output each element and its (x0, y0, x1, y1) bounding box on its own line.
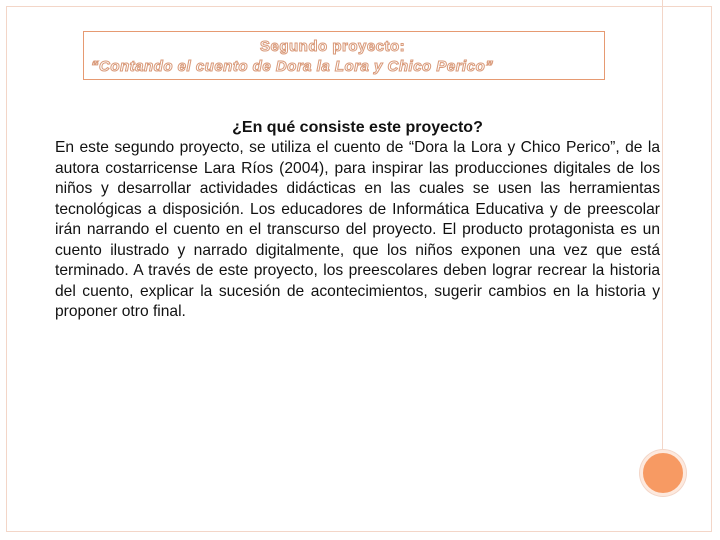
slide-subtitle: “Contando el cuento de Dora la Lora y Chico Perico” (91, 58, 494, 75)
title-box (83, 31, 605, 80)
slide-content (55, 118, 660, 323)
slide-title: Segundo proyecto: (260, 38, 406, 55)
body-paragraph: En este segundo proyecto, se utiliza el cuento de “Dora la Lora y Chico Perico”, de la autora costarricense Lara Ríos (2004), para inspirar las producciones digitales de los niños y desarrollar actividades didácticas en las cuales se usen las herramientas tecnológicas a disposición. Los educadores de Informática Educativa y de preescolar irán narrando el cuento en el transcurso del proyecto. El producto protagonista es un cuento ilustrado y narrado digitalmente, que los niños exponen una vez que está terminado. A través de este proyecto, los preescolares deben lograr recrear la historia del cuento, explicar la sucesión de acontecimientos, sugerir cambios en la historia y proponer otro final. (55, 139, 660, 320)
section-heading: ¿En qué consiste este proyecto? (232, 119, 483, 136)
decorative-circle (640, 450, 686, 496)
decorative-vertical-line (662, 0, 663, 450)
